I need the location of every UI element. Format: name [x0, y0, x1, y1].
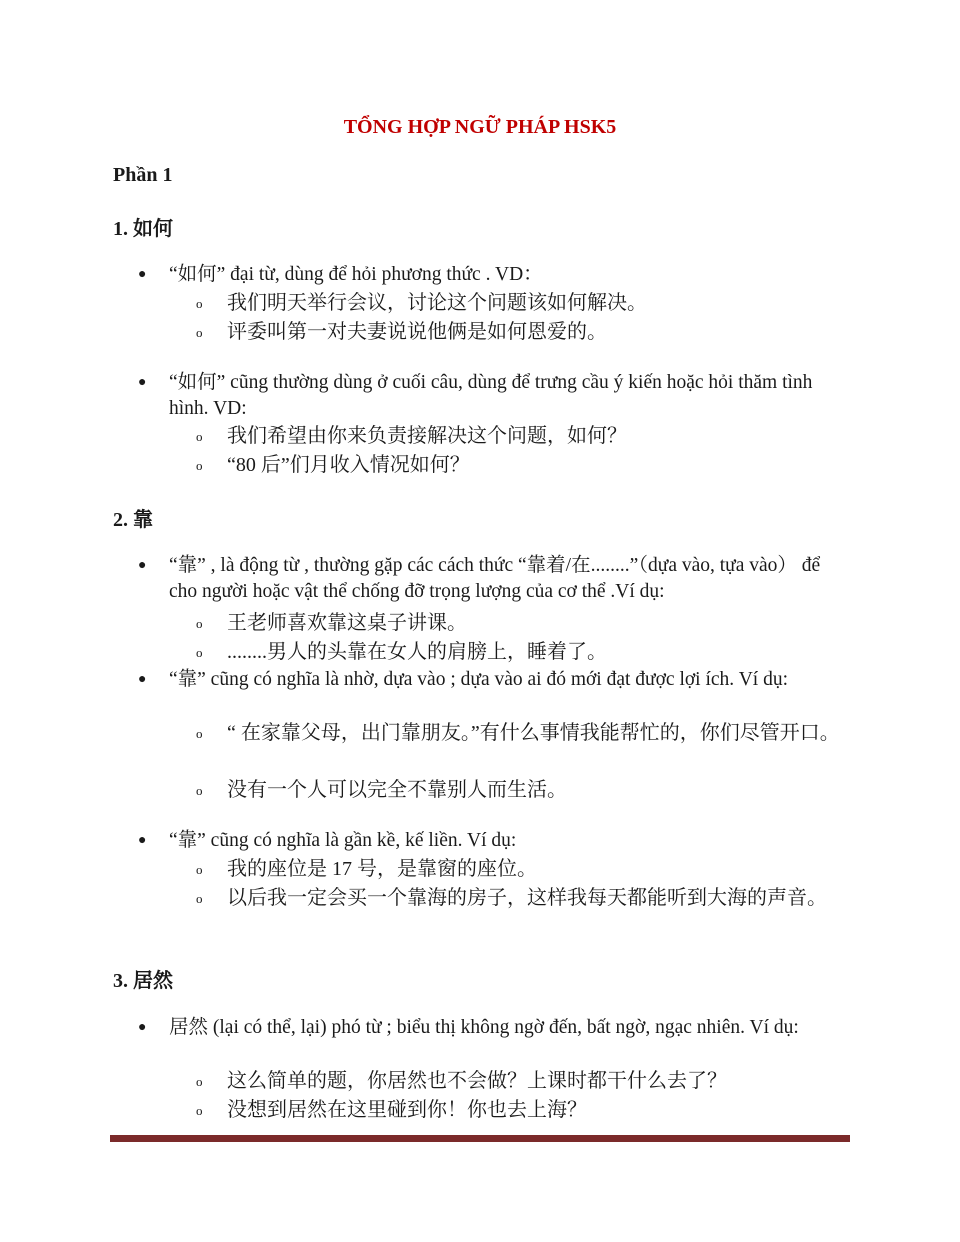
section-heading-3: 3. 居然: [113, 970, 173, 992]
example-item: [196, 422, 846, 450]
example-item: [196, 776, 846, 804]
bullet-icon: ●: [138, 1020, 147, 1035]
sub-bullet-icon: o: [196, 1103, 203, 1118]
sub-bullet-icon: o: [196, 616, 203, 631]
list-item: [138, 1015, 838, 1041]
part-heading: Phần 1: [113, 164, 173, 186]
example-text: 以后我一定会买一个靠海的房子，这样我每天都能听到大海的声音。: [227, 887, 827, 909]
example-item: [196, 289, 846, 317]
bullet-icon: ●: [138, 558, 147, 573]
example-text: 我们明天举行会议，讨论这个问题该如何解决。: [227, 292, 647, 314]
example-text: 没想到居然在这里碰到你！你也去上海？: [227, 1099, 587, 1121]
bullet-icon: ●: [138, 833, 147, 848]
example-item: [196, 318, 846, 346]
list-item: [138, 667, 838, 693]
list-item-text: “靠” cũng có nghĩa là nhờ, dựa vào ; dựa vào ai đó mới đạt được lợi ích. Ví dụ:: [169, 669, 788, 690]
example-item: [196, 1067, 846, 1095]
example-text: 没有一个人可以完全不靠别人而生活。: [227, 779, 567, 801]
example-item: [196, 451, 846, 479]
example-item: [196, 638, 846, 666]
example-item: [196, 719, 846, 747]
list-item-text: 居然 (lại có thể, lại) phó từ ; biểu thị không ngờ đến, bất ngờ, ngạc nhiên. Ví dụ:: [169, 1017, 799, 1038]
list-item: [138, 370, 838, 422]
example-item: [196, 855, 846, 883]
example-text: ........男人的头靠在女人的肩膀上，睡着了。: [227, 641, 607, 663]
sub-bullet-icon: o: [196, 783, 203, 798]
bullet-icon: ●: [138, 672, 147, 687]
example-text: 王老师喜欢靠这桌子讲课。: [227, 612, 467, 634]
list-item-text: “如何” cũng thường dùng ở cuối câu, dùng để trưng cầu ý kiến hoặc hỏi thăm tình hình. VD:: [169, 372, 813, 419]
bullet-icon: ●: [138, 267, 147, 282]
example-text: 我的座位是 17 号，是靠窗的座位。: [227, 858, 537, 880]
example-text: 这么简单的题，你居然也不会做？上课时都干什么去了？: [227, 1070, 727, 1092]
example-item: [196, 1096, 846, 1124]
list-item-text: “如何” đại từ, dùng để hỏi phương thức . VD：: [169, 264, 543, 285]
list-item: [138, 553, 838, 605]
list-item-text: “靠” cũng có nghĩa là gần kề, kế liền. Ví dụ:: [169, 830, 517, 851]
bullet-icon: ●: [138, 375, 147, 390]
example-text: “ 在家靠父母，出门靠朋友。”有什么事情我能帮忙的，你们尽管开口。: [227, 722, 840, 744]
example-item: [196, 609, 846, 637]
sub-bullet-icon: o: [196, 296, 203, 311]
list-item-text: “靠” , là động từ , thường gặp các cách thức “靠着/在........”（dựa vào, tựa vào） để cho người hoặc vật thể chống đỡ trọng lượng của cơ thể .Ví dụ:: [169, 555, 821, 602]
section-heading-2: 2. 靠: [113, 509, 153, 531]
footer-rule: [110, 1135, 850, 1142]
sub-bullet-icon: o: [196, 862, 203, 877]
sub-bullet-icon: o: [196, 458, 203, 473]
sub-bullet-icon: o: [196, 325, 203, 340]
example-text: 我们希望由你来负责接解决这个问题，如何？: [227, 425, 627, 447]
section-heading-1: 1. 如何: [113, 218, 173, 240]
page-title: TỔNG HỢP NGỮ PHÁP HSK5: [343, 116, 617, 138]
list-item: [138, 262, 838, 288]
sub-bullet-icon: o: [196, 429, 203, 444]
sub-bullet-icon: o: [196, 1074, 203, 1089]
example-text: 评委叫第一对夫妻说说他俩是如何恩爱的。: [227, 321, 607, 343]
example-item: [196, 884, 846, 912]
sub-bullet-icon: o: [196, 891, 203, 906]
example-text: “80 后”们月收入情况如何？: [227, 454, 470, 476]
list-item: [138, 828, 838, 854]
sub-bullet-icon: o: [196, 645, 203, 660]
sub-bullet-icon: o: [196, 726, 203, 741]
